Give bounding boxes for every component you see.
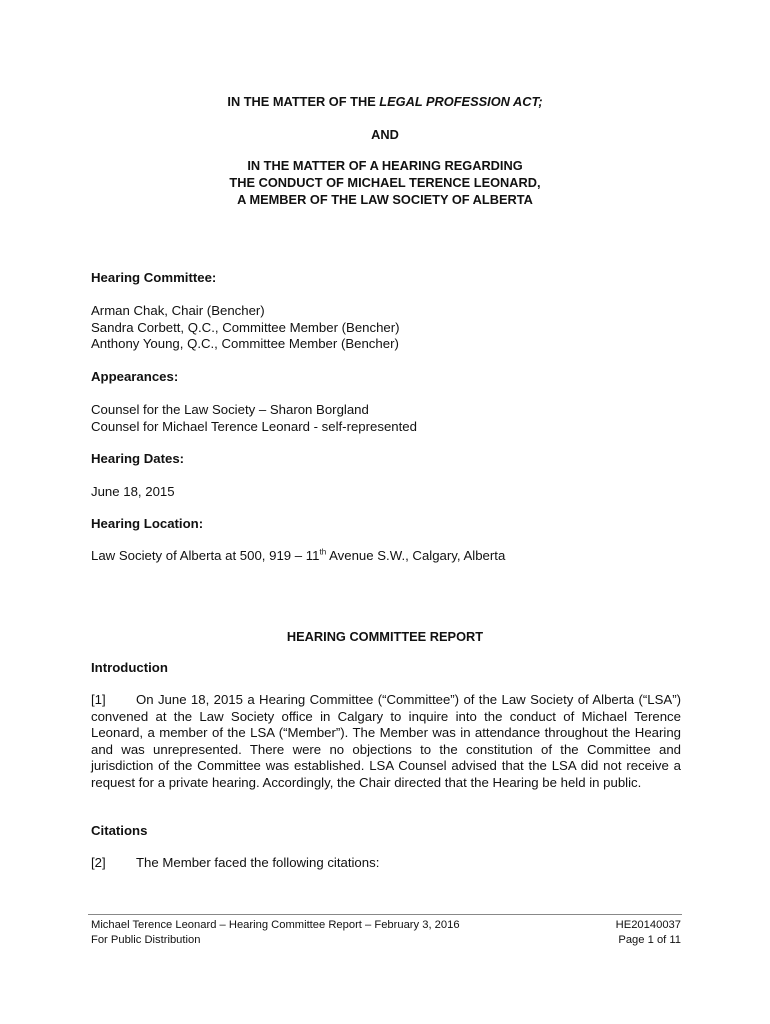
committee-member: Anthony Young, Q.C., Committee Member (Bencher) bbox=[91, 336, 399, 351]
paragraph-text: On June 18, 2015 a Hearing Committee (“Committee”) of the Law Society of Alberta (“LSA”) convened at the Law Society office in Calgary to inquire into the conduct of Michael Terence Leonard, a member of the LSA (“Member”). The Member was in attendance throughout the Hearing and was unrepresented. There were no objections to the constitution of the Committee and jurisdiction of the Committee was established. LSA Counsel advised that the LSA did not receive a request for a private hearing. Accordingly, the Chair directed that the Hearing be held in public. bbox=[91, 692, 681, 790]
title-line-5: A MEMBER OF THE LAW SOCIETY OF ALBERTA bbox=[237, 192, 533, 207]
committee-heading: Hearing Committee: bbox=[91, 270, 217, 285]
location-text: Law Society of Alberta at 500, 919 – 11 bbox=[91, 548, 320, 563]
location-heading: Hearing Location: bbox=[91, 516, 204, 531]
paragraph-text: The Member faced the following citations: bbox=[136, 855, 380, 870]
report-title: HEARING COMMITTEE REPORT bbox=[286, 629, 484, 644]
introduction-heading: Introduction bbox=[91, 660, 168, 675]
citations-heading: Citations bbox=[91, 823, 148, 838]
hearing-location bbox=[91, 548, 681, 565]
title-line-3: IN THE MATTER OF A HEARING REGARDING bbox=[247, 158, 523, 173]
footer-right bbox=[616, 918, 681, 947]
footer-file-number: HE20140037 bbox=[615, 919, 681, 931]
footer-left bbox=[91, 918, 460, 947]
paragraph-2 bbox=[91, 855, 681, 872]
title-line-1 bbox=[0, 93, 770, 110]
footer-report-title: Michael Terence Leonard – Hearing Committee Report – February 3, 2016 bbox=[91, 919, 460, 931]
committee-member-list bbox=[91, 303, 681, 353]
ordinal-suffix: th bbox=[319, 547, 327, 557]
hearing-date: June 18, 2015 bbox=[91, 484, 175, 499]
title-line-4: THE CONDUCT OF MICHAEL TERENCE LEONARD, bbox=[229, 175, 541, 190]
footer-distribution: For Public Distribution bbox=[91, 933, 201, 946]
paragraph-number: [2] bbox=[91, 855, 106, 870]
footer-divider bbox=[88, 914, 682, 915]
appearances-list bbox=[91, 402, 681, 435]
committee-member: Arman Chak, Chair (Bencher) bbox=[91, 303, 265, 318]
act-name: LEGAL PROFESSION ACT; bbox=[379, 94, 543, 109]
appearance-line: Counsel for Michael Terence Leonard - self-represented bbox=[91, 418, 417, 434]
title-and: AND bbox=[371, 127, 399, 142]
title-prefix: IN THE MATTER OF THE bbox=[227, 94, 380, 109]
appearances-heading: Appearances: bbox=[91, 369, 179, 384]
committee-member: Sandra Corbett, Q.C., Committee Member (Bencher) bbox=[91, 319, 400, 335]
location-text-end: Avenue S.W., Calgary, Alberta bbox=[326, 548, 506, 563]
paragraph-1 bbox=[91, 692, 681, 791]
dates-heading: Hearing Dates: bbox=[91, 451, 185, 466]
footer-page-number: Page 1 of 11 bbox=[618, 933, 681, 946]
appearance-line: Counsel for the Law Society – Sharon Borgland bbox=[91, 402, 369, 417]
paragraph-number: [1] bbox=[91, 692, 106, 707]
